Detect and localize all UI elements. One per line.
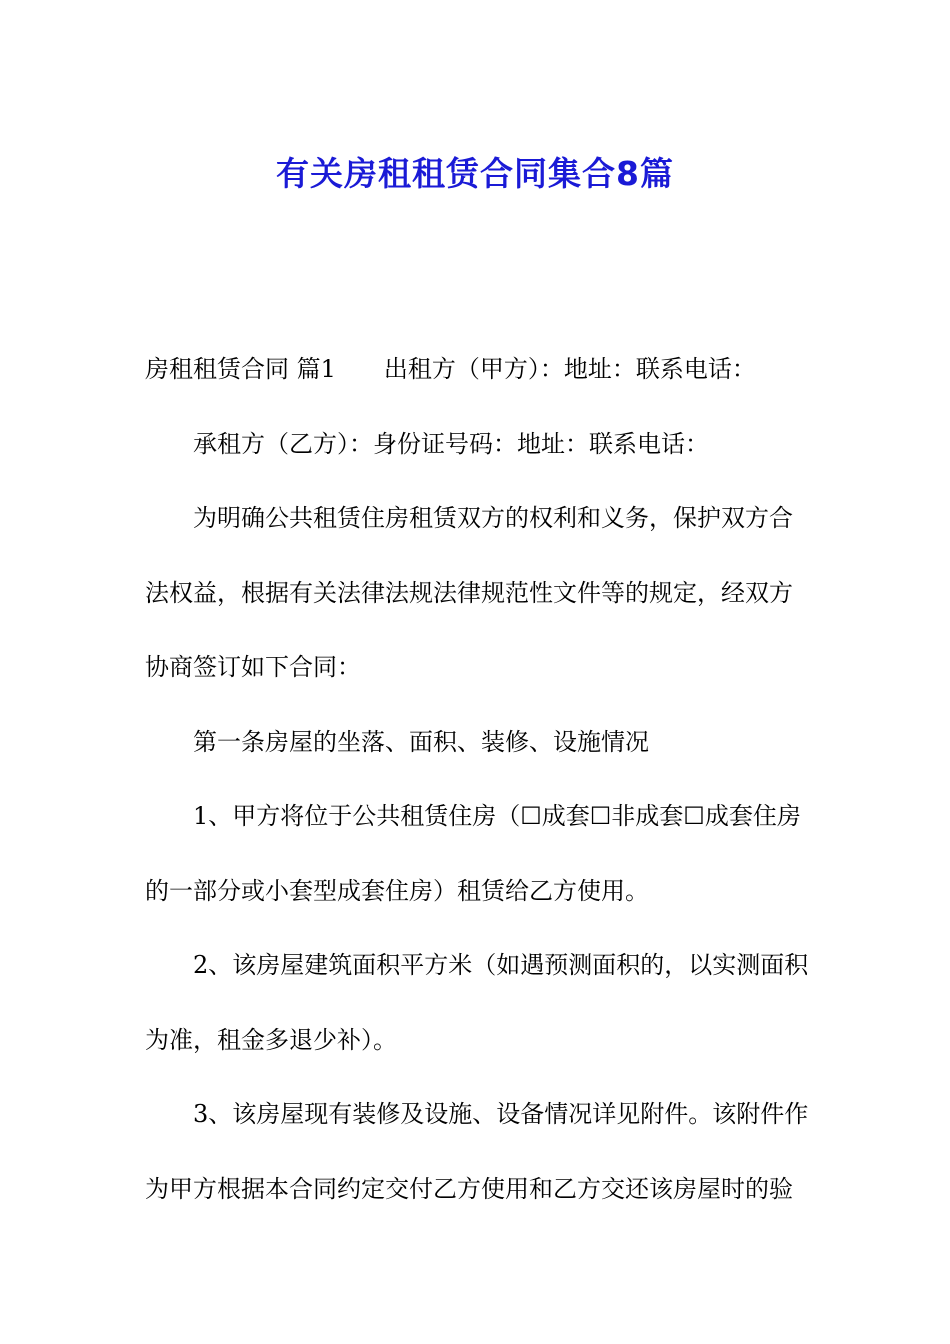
clause-3: 3、该房屋现有装修及设施、设备情况详见附件。该附件作为甲方根据本合同约定交付乙方使用和乙方交还该房屋时的验 [145,1100,809,1203]
document-body [145,332,810,1226]
clause-1: 1、甲方将位于公共租赁住房（☐成套☐非成套☐成套住房的一部分或小套型成套住房）租赁给乙方使用。 [145,802,801,905]
article-one-heading: 第一条房屋的坐落、面积、装修、设施情况 [193,727,649,756]
lessee-info: 承租方（乙方）：身份证号码：地址：联系电话： [193,429,709,458]
preamble-paragraph: 为明确公共租赁住房租赁双方的权利和义务，保护双方合法权益，根据有关法律法规法律规范性文件等的规定，经双方协商签订如下合同： [145,504,793,681]
contract-section-label: 房租租赁合同 篇1 [145,355,336,383]
document-title: 有关房租租赁合同集合8篇 [276,154,674,194]
heading-line [145,332,810,407]
lessor-info: 出租方（甲方）：地址：联系电话： [383,355,756,383]
clause-2: 2、该房屋建筑面积平方米（如遇预测面积的，以实测面积为准，租金多退少补）。 [145,951,809,1054]
